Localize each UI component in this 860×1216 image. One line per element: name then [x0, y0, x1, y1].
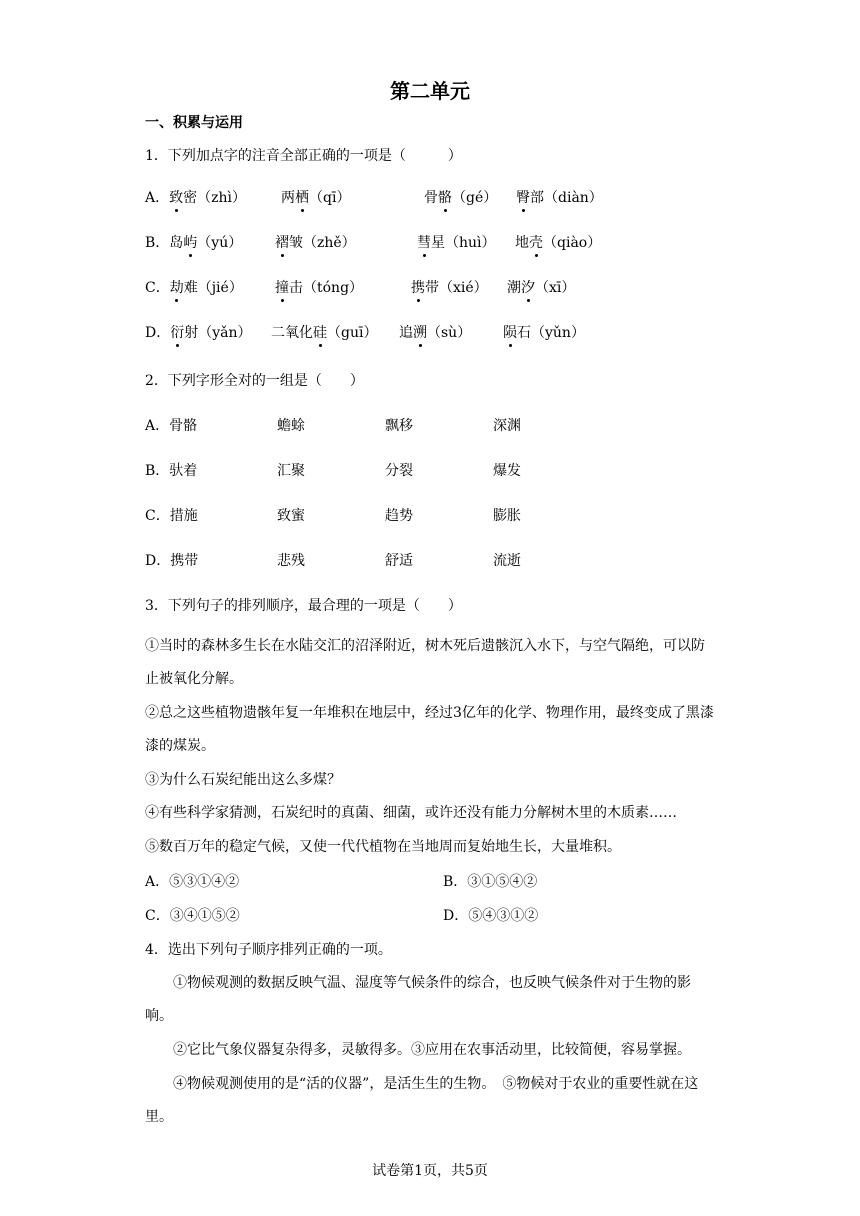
q2-option-a-3: 飘移 [385, 418, 413, 434]
q4-paragraph-2: ②它比气象仪器复杂得多，灵敏得多。③应用在农事活动里，比较简便，容易掌握。 [173, 1042, 691, 1058]
q2-option-d-4: 流逝 [493, 553, 521, 569]
q4-paragraph-1: ①物候观测的数据反映气温、湿度等气候条件的综合，也反映气候条件对于生物的影响。 [145, 975, 691, 1024]
q1-option-a-4: 臀部（diàn） [516, 190, 603, 206]
q1-option-d-3: 追溯（sù） [399, 325, 472, 341]
q3-sentence-4: ④有些科学家猜测，石炭纪时的真菌、细菌，或许还没有能力分解树木里的木质素…… [145, 805, 677, 821]
q2-option-b-2: 汇聚 [277, 463, 305, 479]
q2-option-b-1: B．驮着 [145, 463, 198, 479]
q1-option-b-4: 地壳（qiào） [515, 235, 602, 251]
q1-option-a-2: 两栖（qī） [281, 190, 351, 206]
q2-stem: 2．下列字形全对的一组是（ ） [145, 373, 364, 389]
q1-stem: 1．下列加点字的注音全部正确的一项是（ ） [145, 148, 462, 164]
section-heading: 一、积累与运用 [145, 115, 243, 131]
page-footer: 试卷第1页，共5页 [372, 1163, 488, 1179]
q2-option-a-1: A．骨骼 [145, 418, 198, 434]
q3-sentence-1: ①当时的森林多生长在水陆交汇的沼泽附近，树木死后遗骸沉入水下，与空气隔绝，可以防止被氧化分解。 [145, 638, 705, 687]
q1-option-a-1: A．致密（zhì） [145, 190, 246, 206]
q2-option-d-2: 悲残 [277, 553, 305, 569]
q2-option-a-4: 深渊 [493, 418, 521, 434]
q1-option-d-2: 二氧化硅（guī） [271, 325, 378, 341]
q3-stem: 3．下列句子的排列顺序，最合理的一项是（ ） [145, 598, 462, 614]
q2-option-d-3: 舒适 [385, 553, 413, 569]
q2-option-b-3: 分裂 [385, 463, 413, 479]
q1-option-d-1: D．衍射（yǎn） [145, 325, 252, 341]
q1-option-b-1: B．岛屿（yú） [145, 235, 243, 251]
q3-sentence-5: ⑤数百万年的稳定气候，又使一代代植物在当地周而复始地生长，大量堆积。 [145, 839, 621, 855]
q2-option-a-2: 蟾蜍 [277, 418, 305, 434]
q2-option-c-4: 膨胀 [493, 508, 521, 524]
q1-option-b-3: 彗星（huì） [417, 235, 496, 251]
q3-sentence-3: ③为什么石炭纪能出这么多煤？ [145, 772, 341, 788]
q3-option-c: C．③④①⑤② [145, 908, 240, 924]
q3-option-b: B．③①⑤④② [443, 874, 538, 890]
page-title: 第二单元 [390, 79, 470, 103]
q3-sentence-2: ②总之这些植物遗骸年复一年堆积在地层中，经过3亿年的化学、物理作用，最终变成了黑漆漆的煤炭。 [145, 705, 714, 754]
q2-option-d-1: D．携带 [145, 553, 199, 569]
q4-stem: 4．选出下列句子顺序排列正确的一项。 [145, 942, 392, 958]
q1-option-b-2: 褶皱（zhě） [275, 235, 356, 251]
q1-option-c-1: C．劫难（jié） [145, 280, 243, 296]
q1-option-c-3: 携带（xié） [411, 280, 488, 296]
q1-option-c-4: 潮汐（xī） [507, 280, 576, 296]
q2-option-c-2: 致蜜 [277, 508, 305, 524]
q2-option-c-3: 趋势 [385, 508, 413, 524]
q3-option-a: A．⑤③①④② [145, 874, 240, 890]
q1-option-d-4: 陨石（yǔn） [503, 325, 585, 341]
q2-option-b-4: 爆发 [493, 463, 521, 479]
q1-option-c-2: 撞击（tóng） [275, 280, 364, 296]
q4-paragraph-3: ④物候观测使用的是“活的仪器”，是活生生的生物。 ⑤物候对于农业的重要性就在这里。 [145, 1076, 699, 1125]
q3-option-d: D．⑤④③①② [443, 908, 539, 924]
q2-option-c-1: C．措施 [145, 508, 198, 524]
q1-option-a-3: 骨骼（gé） [424, 190, 498, 206]
